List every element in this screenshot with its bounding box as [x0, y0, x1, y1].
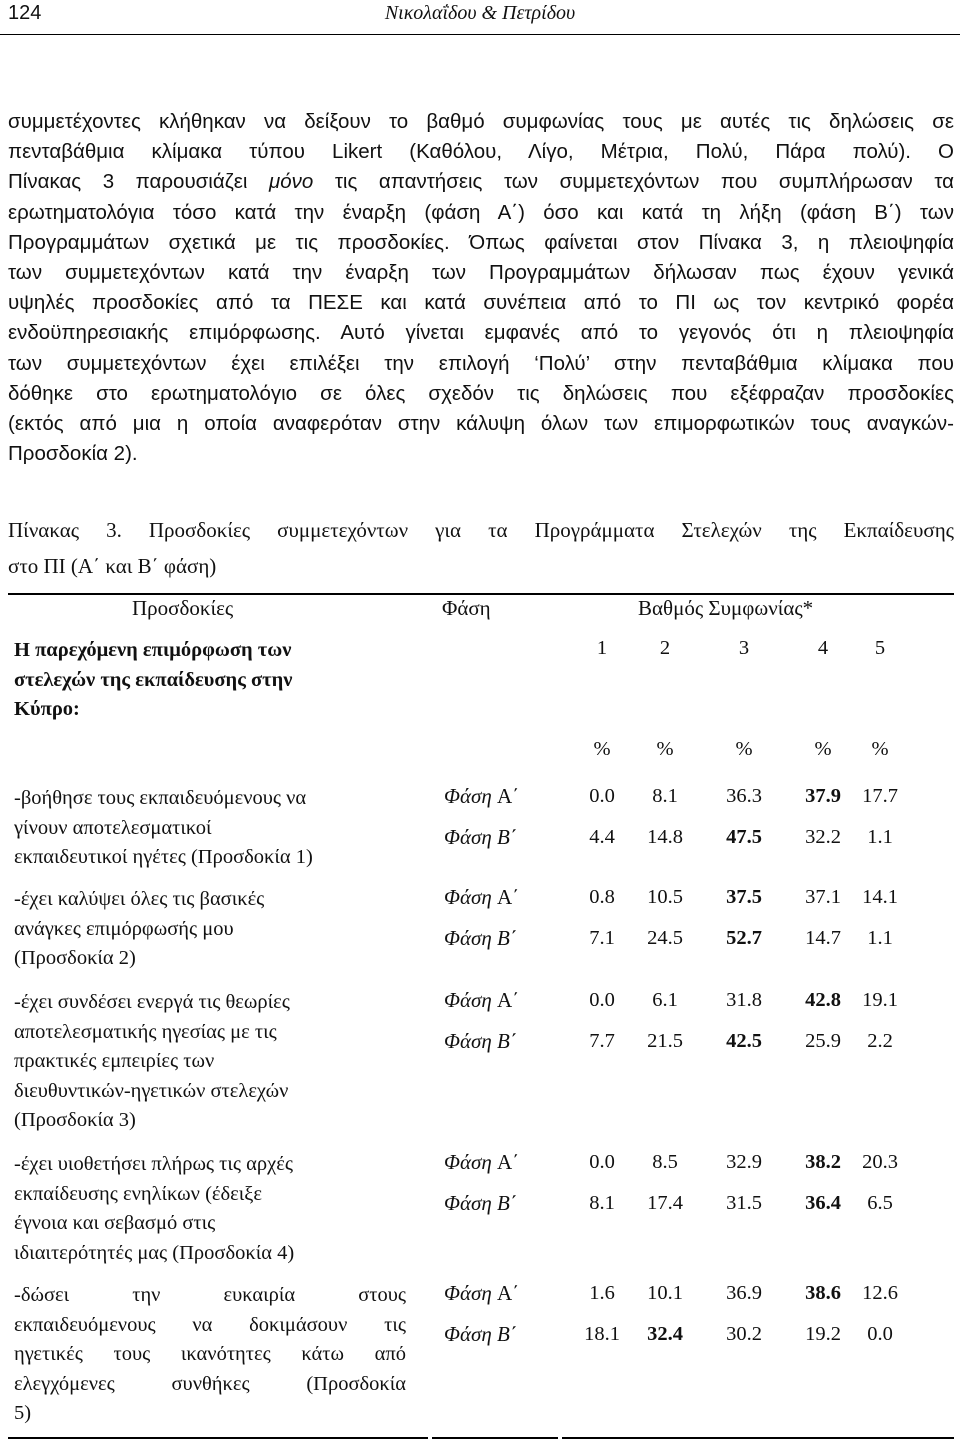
expectation-text: [14, 885, 406, 974]
unit-label: %: [735, 738, 753, 760]
body-line: συμμετέχοντες κλήθηκαν να δείξουν το βαθμό συμφωνίας τους με αυτές τις δηλώσεις σε: [8, 110, 954, 133]
percent-value: 12.6: [862, 1282, 898, 1304]
page-number: 124: [8, 2, 42, 24]
header-agreement: Βαθμός Συμφωνίας*: [638, 596, 814, 620]
percent-value: 14.1: [862, 886, 898, 908]
phase-b-label: Φάση Β΄: [444, 1029, 517, 1053]
expectation-line: 5): [14, 1402, 32, 1424]
body-line: Πίνακας 3 παρουσιάζει μόνο τις απαντήσεις των συμμετεχόντων που συμπλήρωσαν τα: [8, 170, 954, 194]
expectation-line: -δώσει την ευκαιρία στους: [14, 1284, 406, 1306]
phase-a-label: Φάση Α΄: [444, 988, 520, 1012]
percent-value: 36.3: [726, 785, 762, 807]
scale-label: 5: [874, 637, 886, 659]
percent-value: 36.9: [726, 1282, 762, 1304]
percent-value: 20.3: [862, 1151, 898, 1173]
percent-value: 14.8: [647, 826, 683, 848]
unit-label: %: [656, 738, 674, 760]
table-caption: [8, 512, 954, 584]
body-paragraph: [8, 107, 954, 469]
percent-value: 37.9: [805, 785, 841, 807]
percent-value: 31.5: [726, 1192, 762, 1214]
body-line: ερωτηματολόγια τόσο κατά την έναρξη (φάση Α΄) όσο και κατά τη λήξη (φάση Β΄) των: [8, 200, 954, 224]
percent-value: 36.4: [805, 1192, 841, 1214]
unit-label: %: [593, 738, 611, 760]
expectation-line: -έχει υιοθετήσει πλήρως τις αρχές: [14, 1153, 293, 1175]
expectation-line: ελεγχόμενες συνθήκες (Προσδοκία: [14, 1372, 406, 1395]
percent-value: 6.1: [652, 989, 678, 1011]
percent-value: 0.0: [589, 1151, 615, 1173]
expectation-line: έγνοια και σεβασμό στις: [14, 1212, 216, 1234]
percent-value: 1.6: [589, 1282, 615, 1304]
unit-label: %: [814, 738, 832, 760]
percent-value: 7.7: [589, 1030, 615, 1052]
body-line: ενδοϋπηρεσιακής επιμόρφωσης. Αυτό γίνεται εμφανές από το γεγονός ότι η πλειοψηφία: [8, 321, 954, 345]
caption-line: στο ΠΙ (Α΄ και Β΄ φάση): [8, 554, 217, 578]
intro-line: στελεχών της εκπαίδευσης στην: [14, 668, 293, 691]
scale-label: 4: [817, 637, 829, 659]
expectation-text: [14, 1150, 406, 1268]
percent-value: 21.5: [647, 1030, 683, 1052]
table-intro: [14, 636, 406, 725]
phase-b-label: Φάση Β΄: [444, 926, 517, 950]
percent-value: 19.1: [862, 989, 898, 1011]
percent-value: 47.5: [726, 826, 762, 848]
percent-value: 0.0: [867, 1323, 893, 1345]
expectation-line: εκπαιδευόμενους να δοκιμάσουν τις: [14, 1313, 406, 1336]
table-bottom-rule: [432, 1437, 558, 1439]
scale-label: 3: [738, 637, 750, 659]
phase-a-label: Φάση Α΄: [444, 1281, 520, 1305]
expectation-line: -έχει συνδέσει ενεργά τις θεωρίες: [14, 991, 290, 1013]
percent-value: 37.5: [726, 886, 762, 908]
header-phase: Φάση: [442, 596, 491, 620]
percent-value: 0.8: [589, 886, 615, 908]
percent-value: 25.9: [805, 1030, 841, 1052]
phase-a-label: Φάση Α΄: [444, 1150, 520, 1174]
scale-label: 1: [596, 637, 608, 659]
body-line: πενταβάθμια κλίμακα τύπου Likert (Καθόλου, Λίγο, Μέτρια, Πολύ, Πάρα πολύ). Ο: [8, 140, 954, 164]
expectation-line: -βοήθησε τους εκπαιδευόμενους να: [14, 787, 307, 809]
percent-value: 31.8: [726, 989, 762, 1011]
table-bottom-rule: [562, 1437, 954, 1439]
percent-value: 1.1: [867, 826, 893, 848]
table-top-rule: [8, 593, 954, 595]
caption-line: Πίνακας 3. Προσδοκίες συμμετεχόντων για τα Προγράμματα Στελεχών της Εκπαίδευσης: [8, 518, 954, 542]
expectation-line: γίνουν αποτελεσματικοί: [14, 816, 212, 839]
phase-a-label: Φάση Α΄: [444, 885, 520, 909]
body-line: υψηλές προσδοκίες από τα ΠΕΣΕ και κατά συνέπεια από το ΠΙ ως τον κεντρικό φορέα: [8, 291, 954, 315]
percent-value: 17.7: [862, 785, 898, 807]
percent-value: 19.2: [805, 1323, 841, 1345]
percent-value: 10.1: [647, 1282, 683, 1304]
expectation-text: [14, 988, 406, 1136]
percent-value: 1.1: [867, 927, 893, 949]
scale-label: 2: [659, 637, 671, 659]
phase-a-label: Φάση Α΄: [444, 784, 520, 808]
percent-value: 32.9: [726, 1151, 762, 1173]
percent-value: 38.2: [805, 1151, 841, 1173]
body-line: δόθηκε στο ερωτηματολόγιο σε όλες σχεδόν τις δηλώσεις που εξέφραζαν προσδοκίες: [8, 381, 954, 405]
emphasis-word: μόνο: [268, 170, 314, 194]
phase-b-label: Φάση Β΄: [444, 825, 517, 849]
percent-value: 8.1: [652, 785, 678, 807]
percent-value: 10.5: [647, 886, 683, 908]
header-expectations: Προσδοκίες: [132, 596, 234, 620]
expectation-line: ηγετικές τους ικανότητες κάτω από: [14, 1343, 406, 1365]
phase-b-label: Φάση Β΄: [444, 1322, 517, 1346]
percent-value: 24.5: [647, 927, 683, 949]
table-bottom-rule: [8, 1437, 428, 1439]
percent-value: 17.4: [647, 1192, 683, 1214]
phase-b-label: Φάση Β΄: [444, 1191, 517, 1215]
expectation-text: [14, 784, 406, 873]
percent-value: 42.8: [805, 989, 841, 1011]
percent-value: 0.0: [589, 785, 615, 807]
running-head: [0, 0, 960, 35]
expectation-line: αποτελεσματικής ηγεσίας με τις: [14, 1020, 277, 1043]
body-line: Προγραμμάτων σχετικά με τις προσδοκίες. Όπως φαίνεται στον Πίνακα 3, η πλειοψηφία: [8, 230, 954, 254]
percent-value: 4.4: [589, 826, 615, 848]
percent-value: 2.2: [867, 1030, 893, 1052]
intro-line: Η παρεχόμενη επιμόρφωση των: [14, 639, 292, 661]
percent-value: 32.2: [805, 826, 841, 848]
percent-value: 8.5: [652, 1151, 678, 1173]
percent-value: 8.1: [589, 1192, 615, 1214]
percent-value: 32.4: [647, 1323, 683, 1345]
body-line: (εκτός από μια η οποία αναφερόταν στην κάλυψη όλων των επιμορφωτικών τους αναγκών-: [8, 412, 954, 436]
unit-label: %: [871, 738, 889, 760]
expectation-text: [14, 1281, 406, 1429]
percent-value: 6.5: [867, 1192, 893, 1214]
percent-value: 42.5: [726, 1030, 762, 1052]
percent-value: 14.7: [805, 927, 841, 949]
expectation-line: (Προσδοκία 3): [14, 1109, 136, 1131]
expectation-line: ιδιαιτερότητές μας (Προσδοκία 4): [14, 1241, 295, 1264]
percent-value: 30.2: [726, 1323, 762, 1345]
expectation-line: διευθυντικών-ηγετικών στελεχών: [14, 1079, 289, 1102]
body-line: των συμμετεχόντων έχει επιλέξει την επιλογή ‘Πολύ’ στην πενταβάθμια κλίμακα που: [8, 351, 954, 375]
expectation-line: ανάγκες επιμόρφωσής μου: [14, 917, 234, 940]
body-line: των συμμετεχόντων κατά την έναρξη των Προγραμμάτων δήλωσαν πως έχουν γενικά: [8, 261, 954, 285]
expectation-line: -έχει καλύψει όλες τις βασικές: [14, 888, 265, 910]
percent-value: 7.1: [589, 927, 615, 949]
percent-value: 38.6: [805, 1282, 841, 1304]
percent-value: 18.1: [584, 1323, 620, 1345]
percent-value: 0.0: [589, 989, 615, 1011]
expectation-line: πρακτικές εμπειρίες των: [14, 1050, 215, 1072]
percent-value: 37.1: [805, 886, 841, 908]
expectation-line: εκπαίδευσης ενηλίκων (έδειξε: [14, 1182, 263, 1205]
running-title: Νικολαΐδου & Πετρίδου: [384, 2, 576, 24]
body-line: Προσδοκία 2).: [8, 442, 138, 466]
expectation-line: (Προσδοκία 2): [14, 947, 136, 969]
intro-line: Κύπρο:: [14, 698, 80, 720]
expectation-line: εκπαιδευτικοί ηγέτες (Προσδοκία 1): [14, 846, 313, 868]
percent-value: 52.7: [726, 927, 762, 949]
